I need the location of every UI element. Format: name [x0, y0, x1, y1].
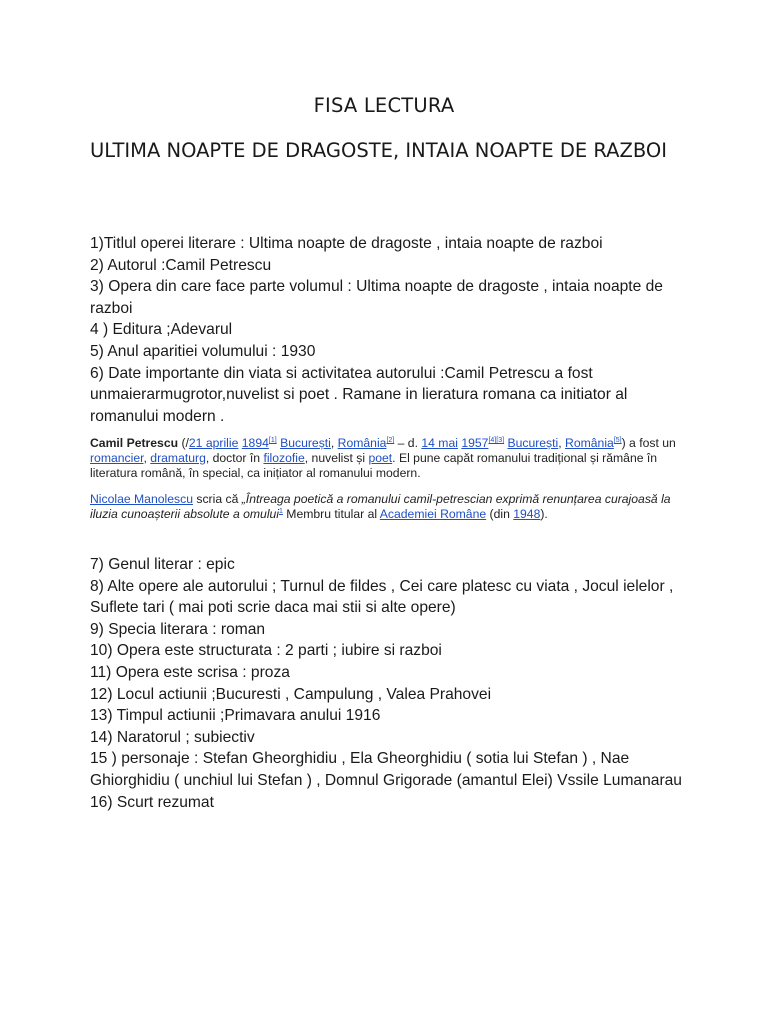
reference-link[interactable]: [1] — [268, 436, 277, 444]
document-title: FISA LECTURA — [313, 94, 455, 117]
link-death-country[interactable]: România — [565, 436, 614, 450]
link-birth-country[interactable]: România — [337, 436, 387, 450]
link-death-city[interactable]: București — [507, 436, 559, 450]
link-dramaturg[interactable]: dramaturg — [150, 451, 206, 465]
link-poet[interactable]: poet — [368, 451, 393, 465]
link-death-day[interactable]: 14 mai — [421, 436, 458, 450]
list-item: 7) Genul literar : epic — [90, 556, 235, 573]
link-filozofie[interactable]: filozofie — [263, 451, 305, 465]
reading-sheet-list-part1 — [90, 233, 690, 427]
reference-link[interactable]: [4][3] — [488, 436, 505, 444]
list-item: 1)Titlul operei literare : Ultima noapte de dragoste , intaia noapte de razboi — [90, 235, 603, 252]
list-item: 3) Opera din care face parte volumul : Ultima noapte de dragoste , intaia noapte de razboi — [90, 278, 663, 317]
link-academy[interactable]: Academiei Române — [379, 507, 487, 521]
list-item: 14) Naratorul ; subiectiv — [90, 728, 255, 746]
list-item: 2) Autorul :Camil Petrescu — [90, 256, 272, 274]
link-year[interactable]: 1948 — [513, 507, 541, 521]
list-item: 16) Scurt rezumat — [90, 793, 214, 811]
wiki-excerpt-biography: Camil Petrescu (/21 aprilie 1894[1] București, România[2] – d. 14 mai 1957[4][3] București, România[5]) a fost un romancier, dramaturg, doctor în filozofie, nuvelist și poet. El pune capăt romanului tradițional și rămâne în literatura română, în special, ca inițiator al romanului modern. — [90, 436, 676, 480]
author-name: Camil Petrescu — [90, 436, 179, 450]
link-birth-year[interactable]: 1894 — [241, 436, 269, 450]
reference-link[interactable]: 1 — [279, 507, 283, 515]
list-item: 13) Timpul actiunii ;Primavara anului 1916 — [90, 707, 381, 725]
list-item: 11) Opera este scrisa : proza — [90, 663, 290, 681]
list-item: 6) Date importante din viata si activitatea autorului :Camil Petrescu a fost unmaierarmugrotor,nuvelist si poet . Ramane in lieratura romana ca initiator al romanului modern . — [90, 364, 628, 425]
link-romancier[interactable]: romancier — [90, 451, 144, 465]
reference-link[interactable]: [2] — [386, 436, 395, 444]
list-item: 4 ) Editura ;Adevarul — [90, 321, 233, 339]
list-item: 10) Opera este structurata : 2 parti ; iubire si razboi — [90, 642, 442, 660]
reference-link[interactable]: [5] — [613, 436, 622, 444]
list-item: 15 ) personaje : Stefan Gheorghidiu , Ela Gheorghidiu ( sotia lui Stefan ) , Nae Ghiorghidiu ( unchiul lui Stefan ) , Domnul Grigorade (amantul Elei) Vssile Lumanarau — [90, 750, 682, 789]
list-item: 8) Alte opere ale autorului ; Turnul de fildes , Cei care platesc cu viata , Jocul ielelor , Suflete tari ( mai poti scrie daca mai stii si alte opere) — [90, 577, 674, 617]
list-item: 12) Locul actiunii ;Bucuresti , Campulung , Valea Prahovei — [90, 685, 492, 703]
document-subtitle: ULTIMA NOAPTE DE DRAGOSTE, INTAIA NOAPTE DE RAZBOI — [90, 139, 667, 162]
list-item: 5) Anul aparitiei volumului : 1930 — [90, 342, 316, 360]
list-item: 9) Specia literara : roman — [90, 620, 266, 638]
citation-text: „Întreaga poetică a romanului camil-petrescian exprimă renunțarea curajoasă la iluzia cunoașterii absolute a omului — [90, 492, 671, 521]
link-birth-city[interactable]: București — [280, 436, 331, 450]
link-critic-name[interactable]: Nicolae Manolescu — [90, 492, 193, 506]
wiki-excerpt-critic: Nicolae Manolescu scria că „Întreaga poetică a romanului camil-petrescian exprimă renunțarea curajoasă la iluzia cunoașterii absolute a omului$^1$ Membru titular al Academiei Române (din 1948). — [90, 492, 671, 521]
link-birth-day[interactable]: 21 aprilie — [188, 436, 239, 450]
link-death-year[interactable]: 1957 — [461, 436, 489, 450]
reading-sheet-list-part2 — [90, 554, 690, 813]
